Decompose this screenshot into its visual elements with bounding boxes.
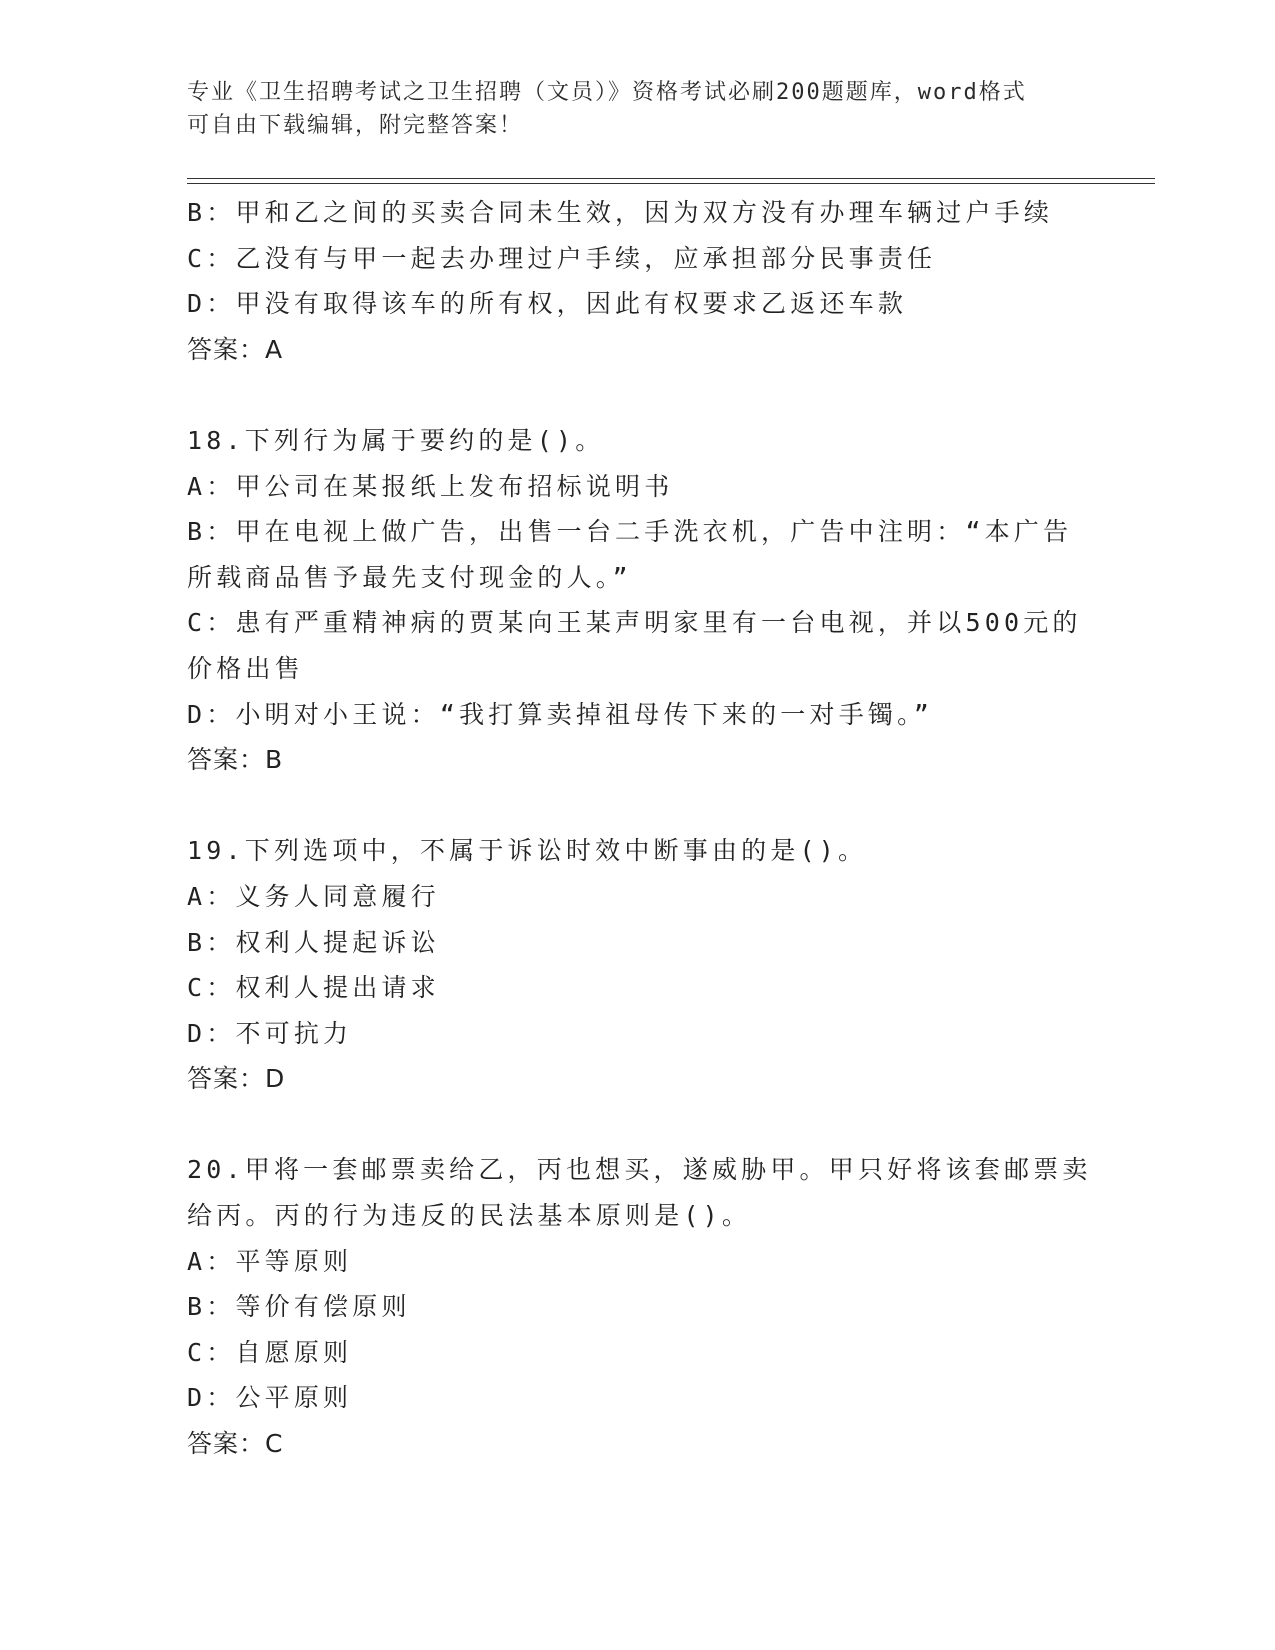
option-b-continued: 所载商品售予最先支付现金的人。” [187, 562, 632, 592]
header-divider-top [187, 178, 1155, 179]
option-d: D：不可抗力 [187, 1018, 353, 1048]
question-stem: 20.甲将一套邮票卖给乙，丙也想买，遂威胁甲。甲只好将该套邮票卖 [187, 1155, 1092, 1185]
option-c: C：权利人提出请求 [187, 973, 440, 1003]
option-b: B：等价有偿原则 [187, 1292, 411, 1322]
option-d: D：甲没有取得该车的所有权，因此有权要求乙返还车款 [187, 289, 908, 319]
question-stem-continued: 给丙。丙的行为违反的民法基本原则是()。 [187, 1201, 752, 1231]
question-20 [187, 1147, 1092, 1466]
answer-label: 答案：B [187, 745, 284, 775]
option-a: A：平等原则 [187, 1246, 353, 1276]
option-c: C：患有严重精神病的贾某向王某声明家里有一台电视，并以500元的 [187, 608, 1082, 638]
document-header [187, 76, 1087, 142]
option-c: C：自愿原则 [187, 1337, 353, 1367]
option-b: B：权利人提起诉讼 [187, 927, 440, 957]
option-b: B：甲和乙之间的买卖合同未生效，因为双方没有办理车辆过户手续 [187, 198, 1054, 227]
option-c-continued: 价格出售 [187, 653, 304, 683]
header-line-2: 可自由下载编辑，附完整答案！ [187, 113, 524, 138]
option-d: D：公平原则 [187, 1383, 353, 1413]
header-line-1: 专业《卫生招聘考试之卫生招聘（文员）》资格考试必刷200题题库，word格式 [187, 80, 1027, 105]
question-18 [187, 418, 1087, 783]
spacer [187, 1102, 1087, 1148]
answer-label: 答案：A [187, 334, 284, 364]
option-d: D：小明对小王说：“我打算卖掉祖母传下来的一对手镯。” [187, 699, 934, 729]
header-divider-bottom [187, 183, 1155, 184]
question-19 [187, 828, 1087, 1102]
option-a: A：义务人同意履行 [187, 881, 440, 911]
option-b: B：甲在电视上做广告，出售一台二手洗衣机，广告中注明：“本广告 [187, 517, 1073, 547]
question-stem: 18.下列行为属于要约的是()。 [187, 425, 605, 455]
question-list [187, 190, 1092, 1467]
question-17-continued [187, 190, 1087, 372]
answer-label: 答案：C [187, 1429, 284, 1459]
option-a: A：甲公司在某报纸上发布招标说明书 [187, 471, 674, 501]
question-stem: 19.下列选项中，不属于诉讼时效中断事由的是()。 [187, 836, 868, 866]
answer-label: 答案：D [187, 1064, 286, 1094]
spacer [187, 783, 1087, 829]
spacer [187, 372, 1087, 418]
option-c: C：乙没有与甲一起去办理过户手续，应承担部分民事责任 [187, 243, 937, 273]
